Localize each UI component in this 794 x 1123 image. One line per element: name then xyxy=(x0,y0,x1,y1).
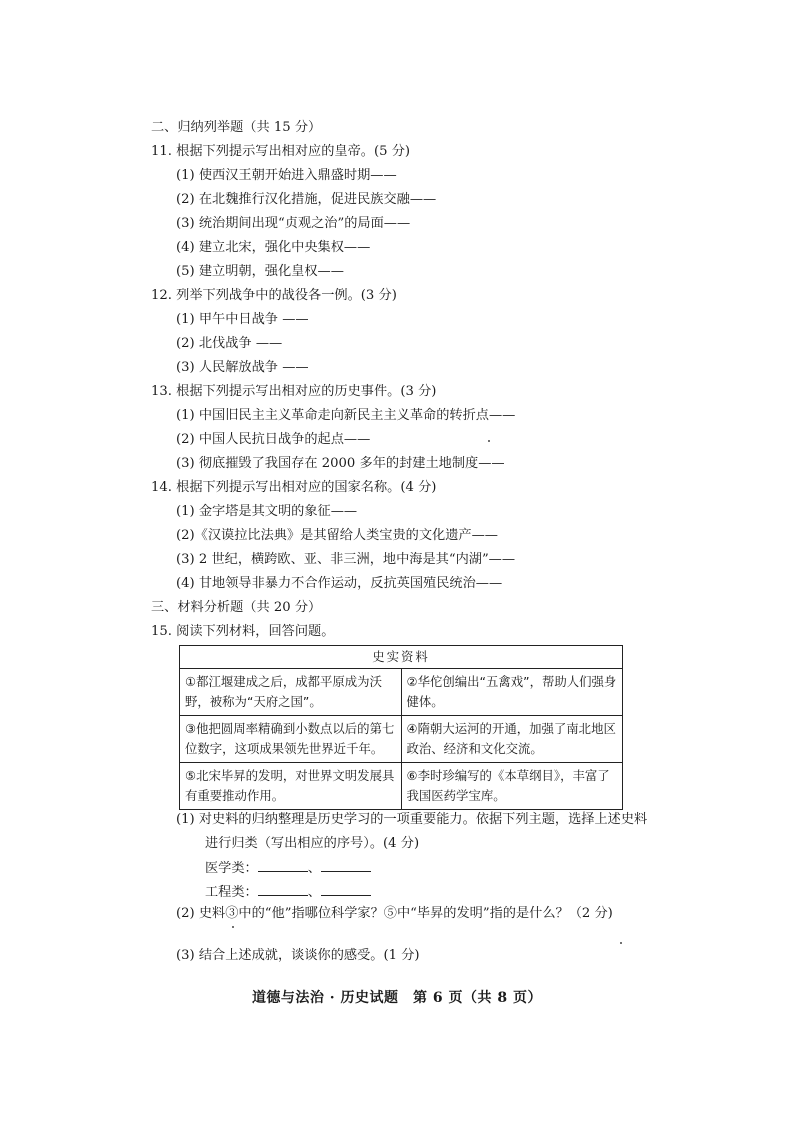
medical-answer-blank-1[interactable] xyxy=(258,858,308,872)
q15-sub1-line1: (1) 对史料的归纳整理是历史学习的一项重要能力。依据下列主题，选择上述史料 xyxy=(176,812,648,827)
medical-answer-blank-2[interactable] xyxy=(321,858,371,872)
q11-item-4: (4) 建立北宋，强化中央集权—— xyxy=(176,240,371,255)
q11-item-5: (5) 建立明朝，强化皇权—— xyxy=(176,264,344,279)
material-cell-2: ②华佗创编出“五禽戏”，帮助人们强身健体。 xyxy=(401,669,623,716)
q13-item-1: (1) 中国旧民主主义革命走向新民主主义革命的转折点—— xyxy=(176,408,516,423)
section3-title: 三、材料分析题（共 20 分） xyxy=(151,600,322,615)
scan-speck xyxy=(488,440,490,442)
engineering-answer-blank-2[interactable] xyxy=(321,882,371,896)
material-cell-1: ①都江堰建成之后，成都平原成为沃野，被称为“天府之国”。 xyxy=(180,669,402,716)
q12-item-2: (2) 北伐战争 —— xyxy=(176,336,283,351)
material-table-header: 史实资料 xyxy=(180,646,623,669)
q11-stem: 11. 根据下列提示写出相对应的皇帝。(5 分) xyxy=(151,144,411,159)
section2-title: 二、归纳列举题（共 15 分） xyxy=(151,120,322,135)
q14-item-2: (2)《汉谟拉比法典》是其留给人类宝贵的文化遗产—— xyxy=(176,528,498,543)
engineering-separator: 、 xyxy=(307,885,321,900)
q11-item-2: (2) 在北魏推行汉化措施，促进民族交融—— xyxy=(176,192,437,207)
page-footer: 道德与法治 · 历史试题 第 6 页（共 8 页） xyxy=(251,990,543,1006)
material-cell-5: ⑤北宋毕昇的发明，对世界文明发展具有重要推动作用。 xyxy=(180,763,402,810)
material-table xyxy=(179,645,623,810)
q14-item-3: (3) 2 世纪，横跨欧、亚、非三洲，地中海是其“内湖”—— xyxy=(176,552,516,567)
q13-item-3: (3) 彻底摧毁了我国存在 2000 多年的封建土地制度—— xyxy=(176,456,505,471)
medical-label: 医学类： xyxy=(205,861,258,876)
q14-item-1: (1) 金字塔是其文明的象征—— xyxy=(176,504,358,519)
q13-stem: 13. 根据下列提示写出相对应的历史事件。(3 分) xyxy=(151,384,437,399)
material-cell-3: ③他把圆周率精确到小数点以后的第七位数字，这项成果领先世界近千年。 xyxy=(180,716,402,763)
scan-speck xyxy=(620,942,622,944)
q11-item-3: (3) 统治期间出现“贞观之治”的局面—— xyxy=(176,216,411,231)
q15-sub2: (2) 史料③中的“他”指哪位科学家？⑤中“毕昇的发明”指的是什么？（2 分) xyxy=(176,906,613,921)
medical-answer-row xyxy=(205,858,371,879)
material-cell-6: ⑥李时珍编写的《本草纲目》，丰富了我国医药学宝库。 xyxy=(401,763,623,810)
q14-item-4: (4) 甘地领导非暴力不合作运动，反抗英国殖民统治—— xyxy=(176,576,503,591)
q12-item-3: (3) 人民解放战争 —— xyxy=(176,360,309,375)
q15-sub1-line2: 进行归类（写出相应的序号）。(4 分) xyxy=(205,836,420,851)
q15-sub3: (3) 结合上述成就，谈谈你的感受。(1 分) xyxy=(176,948,420,963)
q15-stem: 15. 阅读下列材料，回答问题。 xyxy=(151,624,335,639)
q12-stem: 12. 列举下列战争中的战役各一例。(3 分) xyxy=(151,288,397,303)
q13-item-2: (2) 中国人民抗日战争的起点—— xyxy=(176,432,371,447)
scan-speck xyxy=(232,926,234,928)
engineering-label: 工程类： xyxy=(205,885,258,900)
engineering-answer-blank-1[interactable] xyxy=(258,882,308,896)
medical-separator: 、 xyxy=(307,861,321,876)
q14-stem: 14. 根据下列提示写出相对应的国家名称。(4 分) xyxy=(151,480,437,495)
material-cell-4: ④隋朝大运河的开通，加强了南北地区政治、经济和文化交流。 xyxy=(401,716,623,763)
q11-item-1: (1) 使西汉王朝开始进入鼎盛时期—— xyxy=(176,168,397,183)
engineering-answer-row xyxy=(205,882,371,903)
q12-item-1: (1) 甲午中日战争 —— xyxy=(176,312,309,327)
